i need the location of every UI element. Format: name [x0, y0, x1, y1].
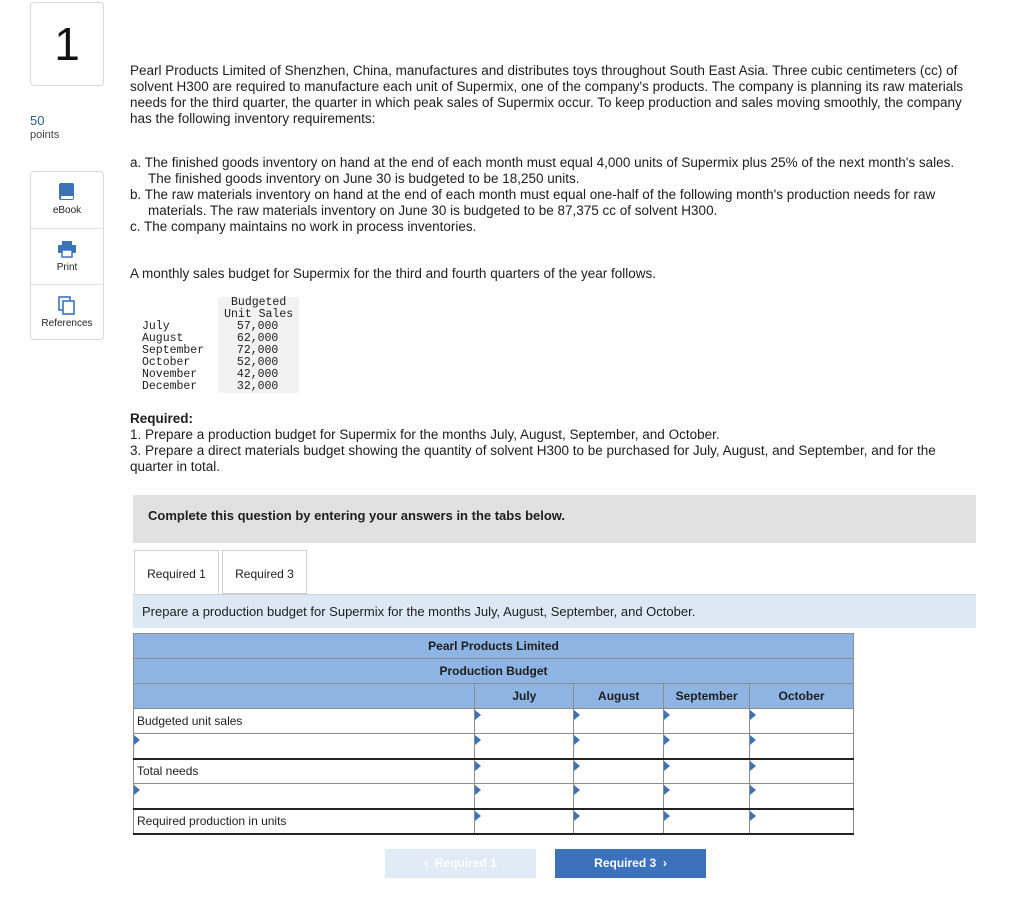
- points-value: 50: [30, 113, 45, 128]
- input-september[interactable]: [664, 759, 750, 784]
- sales-header-1: Budgeted: [218, 297, 299, 309]
- next-button[interactable]: [555, 849, 706, 878]
- ebook-label: eBook: [52, 205, 82, 216]
- marker-icon: [574, 735, 580, 745]
- chevron-left-icon: ‹: [424, 856, 435, 870]
- prev-button[interactable]: [385, 849, 536, 878]
- marker-icon: [750, 735, 756, 745]
- sales-units: 72,000: [218, 345, 299, 357]
- input-september[interactable]: [664, 784, 750, 809]
- marker-icon: [574, 785, 580, 795]
- marker-icon: [475, 811, 481, 821]
- sales-units: 52,000: [218, 357, 299, 369]
- inventory-requirements: [130, 155, 980, 235]
- sales-units: 32,000: [218, 381, 299, 393]
- input-july[interactable]: [475, 784, 574, 809]
- dropdown-marker-icon: [134, 735, 140, 745]
- marker-icon: [574, 761, 580, 771]
- input-october[interactable]: [750, 784, 854, 809]
- intro-text: Pearl Products Limited of Shenzhen, China, manufactures and distributes toys throughout South East Asia. Three cubic centimeters (cc) of solvent H300 are required to manufacture each unit of Supermix, one of the company's products. The company is planning its raw materials needs for the third quarter, the quarter in which peak sales of Supermix occur. To keep production and sales moving smoothly, the company has the following inventory requirements:: [130, 63, 964, 126]
- required-item-3: 3. Prepare a direct materials budget showing the quantity of solvent H300 to be purchased for July, August, and September, and for the quarter in total.: [130, 443, 936, 474]
- points-label: points: [30, 129, 60, 141]
- budget-row: [134, 734, 854, 759]
- input-july[interactable]: [475, 759, 574, 784]
- marker-icon: [475, 761, 481, 771]
- marker-icon: [475, 710, 481, 720]
- row-label-total-needs: Total needs: [134, 759, 475, 784]
- tab-instruction: Prepare a production budget for Supermix for the months July, August, September, and October.: [133, 594, 976, 628]
- input-september[interactable]: [664, 809, 750, 834]
- sales-header-2: Unit Sales: [218, 309, 299, 321]
- print-button[interactable]: [31, 228, 103, 284]
- sales-row: [130, 381, 299, 393]
- marker-icon: [750, 811, 756, 821]
- input-september[interactable]: [664, 734, 750, 759]
- input-october[interactable]: [750, 734, 854, 759]
- chevron-right-icon: ›: [656, 856, 667, 870]
- marker-icon: [664, 785, 670, 795]
- marker-icon: [664, 761, 670, 771]
- col-september: September: [664, 684, 750, 709]
- row-label-required-production: Required production in units: [134, 809, 475, 834]
- row-label-budgeted-unit-sales: Budgeted unit sales: [134, 709, 475, 734]
- marker-icon: [750, 761, 756, 771]
- tab-required-1[interactable]: Required 1: [134, 550, 219, 594]
- instructions-banner: Complete this question by entering your answers in the tabs below.: [133, 495, 976, 543]
- sales-month: December: [142, 380, 198, 393]
- sales-units: 57,000: [218, 321, 299, 333]
- input-october[interactable]: [750, 709, 854, 734]
- input-july[interactable]: [475, 809, 574, 834]
- input-august[interactable]: [574, 784, 664, 809]
- row-label-select[interactable]: [134, 734, 475, 759]
- printer-icon: [57, 240, 77, 258]
- next-button-label: Required 3: [594, 856, 657, 870]
- dropdown-marker-icon: [134, 785, 140, 795]
- required-title: Required:: [130, 411, 194, 426]
- marker-icon: [475, 785, 481, 795]
- sales-month: November: [142, 368, 198, 381]
- production-budget-table: [133, 633, 854, 835]
- input-october[interactable]: [750, 759, 854, 784]
- input-august[interactable]: [574, 709, 664, 734]
- input-july[interactable]: [475, 734, 574, 759]
- budget-row: [134, 759, 854, 784]
- col-august: August: [574, 684, 664, 709]
- print-label: Print: [56, 262, 78, 273]
- budget-company: Pearl Products Limited: [134, 634, 854, 659]
- sales-month: July: [142, 320, 170, 333]
- marker-icon: [664, 710, 670, 720]
- required-item-1: 1. Prepare a production budget for Supermix for the months July, August, September, and October.: [130, 427, 720, 442]
- sales-table: [130, 297, 299, 393]
- references-label: References: [41, 318, 93, 329]
- input-august[interactable]: [574, 734, 664, 759]
- sales-units: 62,000: [218, 333, 299, 345]
- sales-month: September: [142, 344, 205, 357]
- required-section: [130, 411, 980, 475]
- references-icon: [58, 296, 76, 316]
- tab-required-3[interactable]: Required 3: [222, 550, 307, 594]
- budget-title: Production Budget: [134, 659, 854, 684]
- marker-icon: [574, 811, 580, 821]
- sales-month: October: [142, 356, 191, 369]
- book-icon: [58, 182, 76, 202]
- marker-icon: [664, 811, 670, 821]
- col-october: October: [750, 684, 854, 709]
- budget-row: [134, 784, 854, 809]
- input-july[interactable]: [475, 709, 574, 734]
- marker-icon: [750, 785, 756, 795]
- marker-icon: [475, 735, 481, 745]
- input-october[interactable]: [750, 809, 854, 834]
- ebook-button[interactable]: [31, 172, 103, 228]
- requirement-a: a. The finished goods inventory on hand at the end of each month must equal 4,000 units of Supermix plus 25% of the next month's sales. The finished goods inventory on June 30 is budgeted to be 18,250 units.: [130, 155, 955, 186]
- row-label-select[interactable]: [134, 784, 475, 809]
- tools-panel: [30, 171, 104, 340]
- requirement-c: c. The company maintains no work in process inventories.: [130, 219, 477, 234]
- sales-units: 42,000: [218, 369, 299, 381]
- budget-row: [134, 709, 854, 734]
- sales-month: August: [142, 332, 184, 345]
- monthly-text: A monthly sales budget for Supermix for the third and fourth quarters of the year follows.: [130, 266, 657, 281]
- requirement-b: b. The raw materials inventory on hand at the end of each month must equal one-half of the following month's production needs for raw materials. The raw materials inventory on June 30 is budgeted to be 87,375 cc of solvent H300.: [130, 187, 936, 218]
- prev-button-label: Required 1: [434, 856, 497, 870]
- col-july: July: [475, 684, 574, 709]
- references-button[interactable]: [31, 284, 103, 340]
- marker-icon: [574, 710, 580, 720]
- question-number: 1: [30, 2, 104, 86]
- input-august[interactable]: [574, 809, 664, 834]
- marker-icon: [664, 735, 670, 745]
- budget-row: [134, 809, 854, 834]
- input-august[interactable]: [574, 759, 664, 784]
- input-september[interactable]: [664, 709, 750, 734]
- marker-icon: [750, 710, 756, 720]
